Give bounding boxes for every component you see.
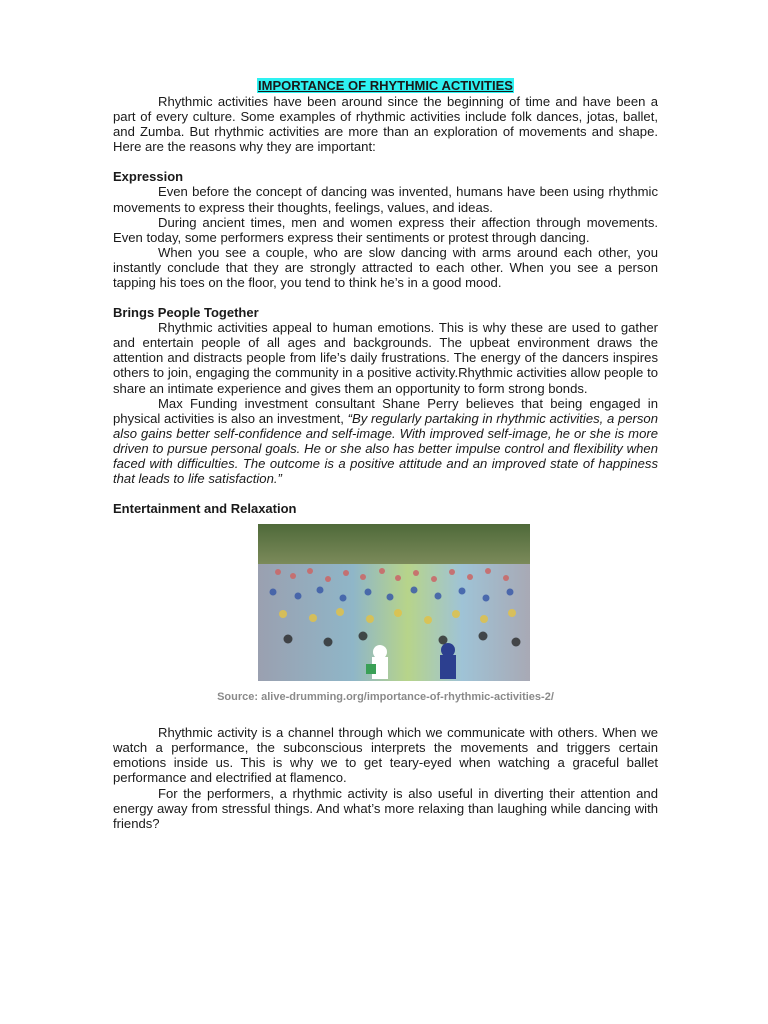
- spacer: [113, 290, 658, 305]
- entertainment-paragraph-1: Rhythmic activity is a channel through which we communicate with others. When we watch a performance, the subconscious interprets the movements and triggers certain emotions inside us. This is why we to get teary-eyed when watching a graceful ballet performance and electrified at flamenco.: [113, 725, 658, 786]
- perry-quote: “By regularly partaking in rhythmic activities, a person also gains better self-confidence and self-image. With improved self-image, he or she is more driven to pursue personal goals. He or she also has better impulse control and flexibility when faced with difficulties. The outcome is a positive attitude and an improved state of happiness that leads to life satisfaction.”: [113, 410, 658, 487]
- entertainment-paragraph-2: For the performers, a rhythmic activity is also useful in diverting their attention and energy away from stressful things. And what’s more relaxing than laughing while dancing with friends?: [113, 785, 658, 831]
- heading-entertainment-relaxation: Entertainment and Relaxation: [113, 501, 297, 517]
- title-wrapper: [113, 78, 658, 93]
- expression-paragraph-2: During ancient times, men and women express their affection through movements. Even today, some performers express their sentiments or protest through dancing.: [113, 214, 658, 245]
- together-paragraph-2-text: Max Funding investment consultant Shane Perry believes that being engaged in physical activities is also an investment,: [113, 395, 658, 426]
- heading-expression: Expression: [113, 169, 184, 185]
- together-paragraph-2: [113, 396, 658, 487]
- spacer: [113, 154, 658, 169]
- expression-paragraph-3: When you see a couple, who are slow dancing with arms around each other, you instantly conclude that they are strongly attracted to each other. When you see a person tapping his toes on the floor, you tend to think he’s in a good mood.: [113, 244, 658, 291]
- intro-paragraph: Rhythmic activities have been around since the beginning of time and have been a part of every culture. Some examples of rhythmic activities include folk dances, jotas, ballet, and Zumba. But rhythmic activities are more than an exploration of movements and shape. Here are the reasons why they are important:: [113, 94, 658, 155]
- heading-brings-people-together: Brings People Together: [113, 305, 259, 321]
- expression-paragraph-1: Even before the concept of dancing was invented, humans have been using rhythmic movements to express their thoughts, feelings, values, and ideas.: [113, 184, 658, 215]
- dance-crowd-photo: [258, 524, 530, 681]
- spacer: [113, 704, 658, 725]
- spacer: [113, 486, 658, 501]
- image-source-caption: Source: alive-drumming.org/importance-of-rhythmic-activities-2/: [217, 691, 554, 704]
- document-title: IMPORTANCE OF RHYTHMIC ACTIVITIES: [258, 78, 513, 93]
- document-page: [113, 78, 658, 831]
- together-paragraph-1: Rhythmic activities appeal to human emotions. This is why these are used to gather and entertain people of all ages and backgrounds. The upbeat environment draws the attention and distracts people from life’s daily frustrations. The energy of the dancers inspires others to join, engaging the community in a positive activity.Rhythmic activities allow people to share an intimate experience and gives them an opportunity to form strong bonds.: [113, 320, 658, 396]
